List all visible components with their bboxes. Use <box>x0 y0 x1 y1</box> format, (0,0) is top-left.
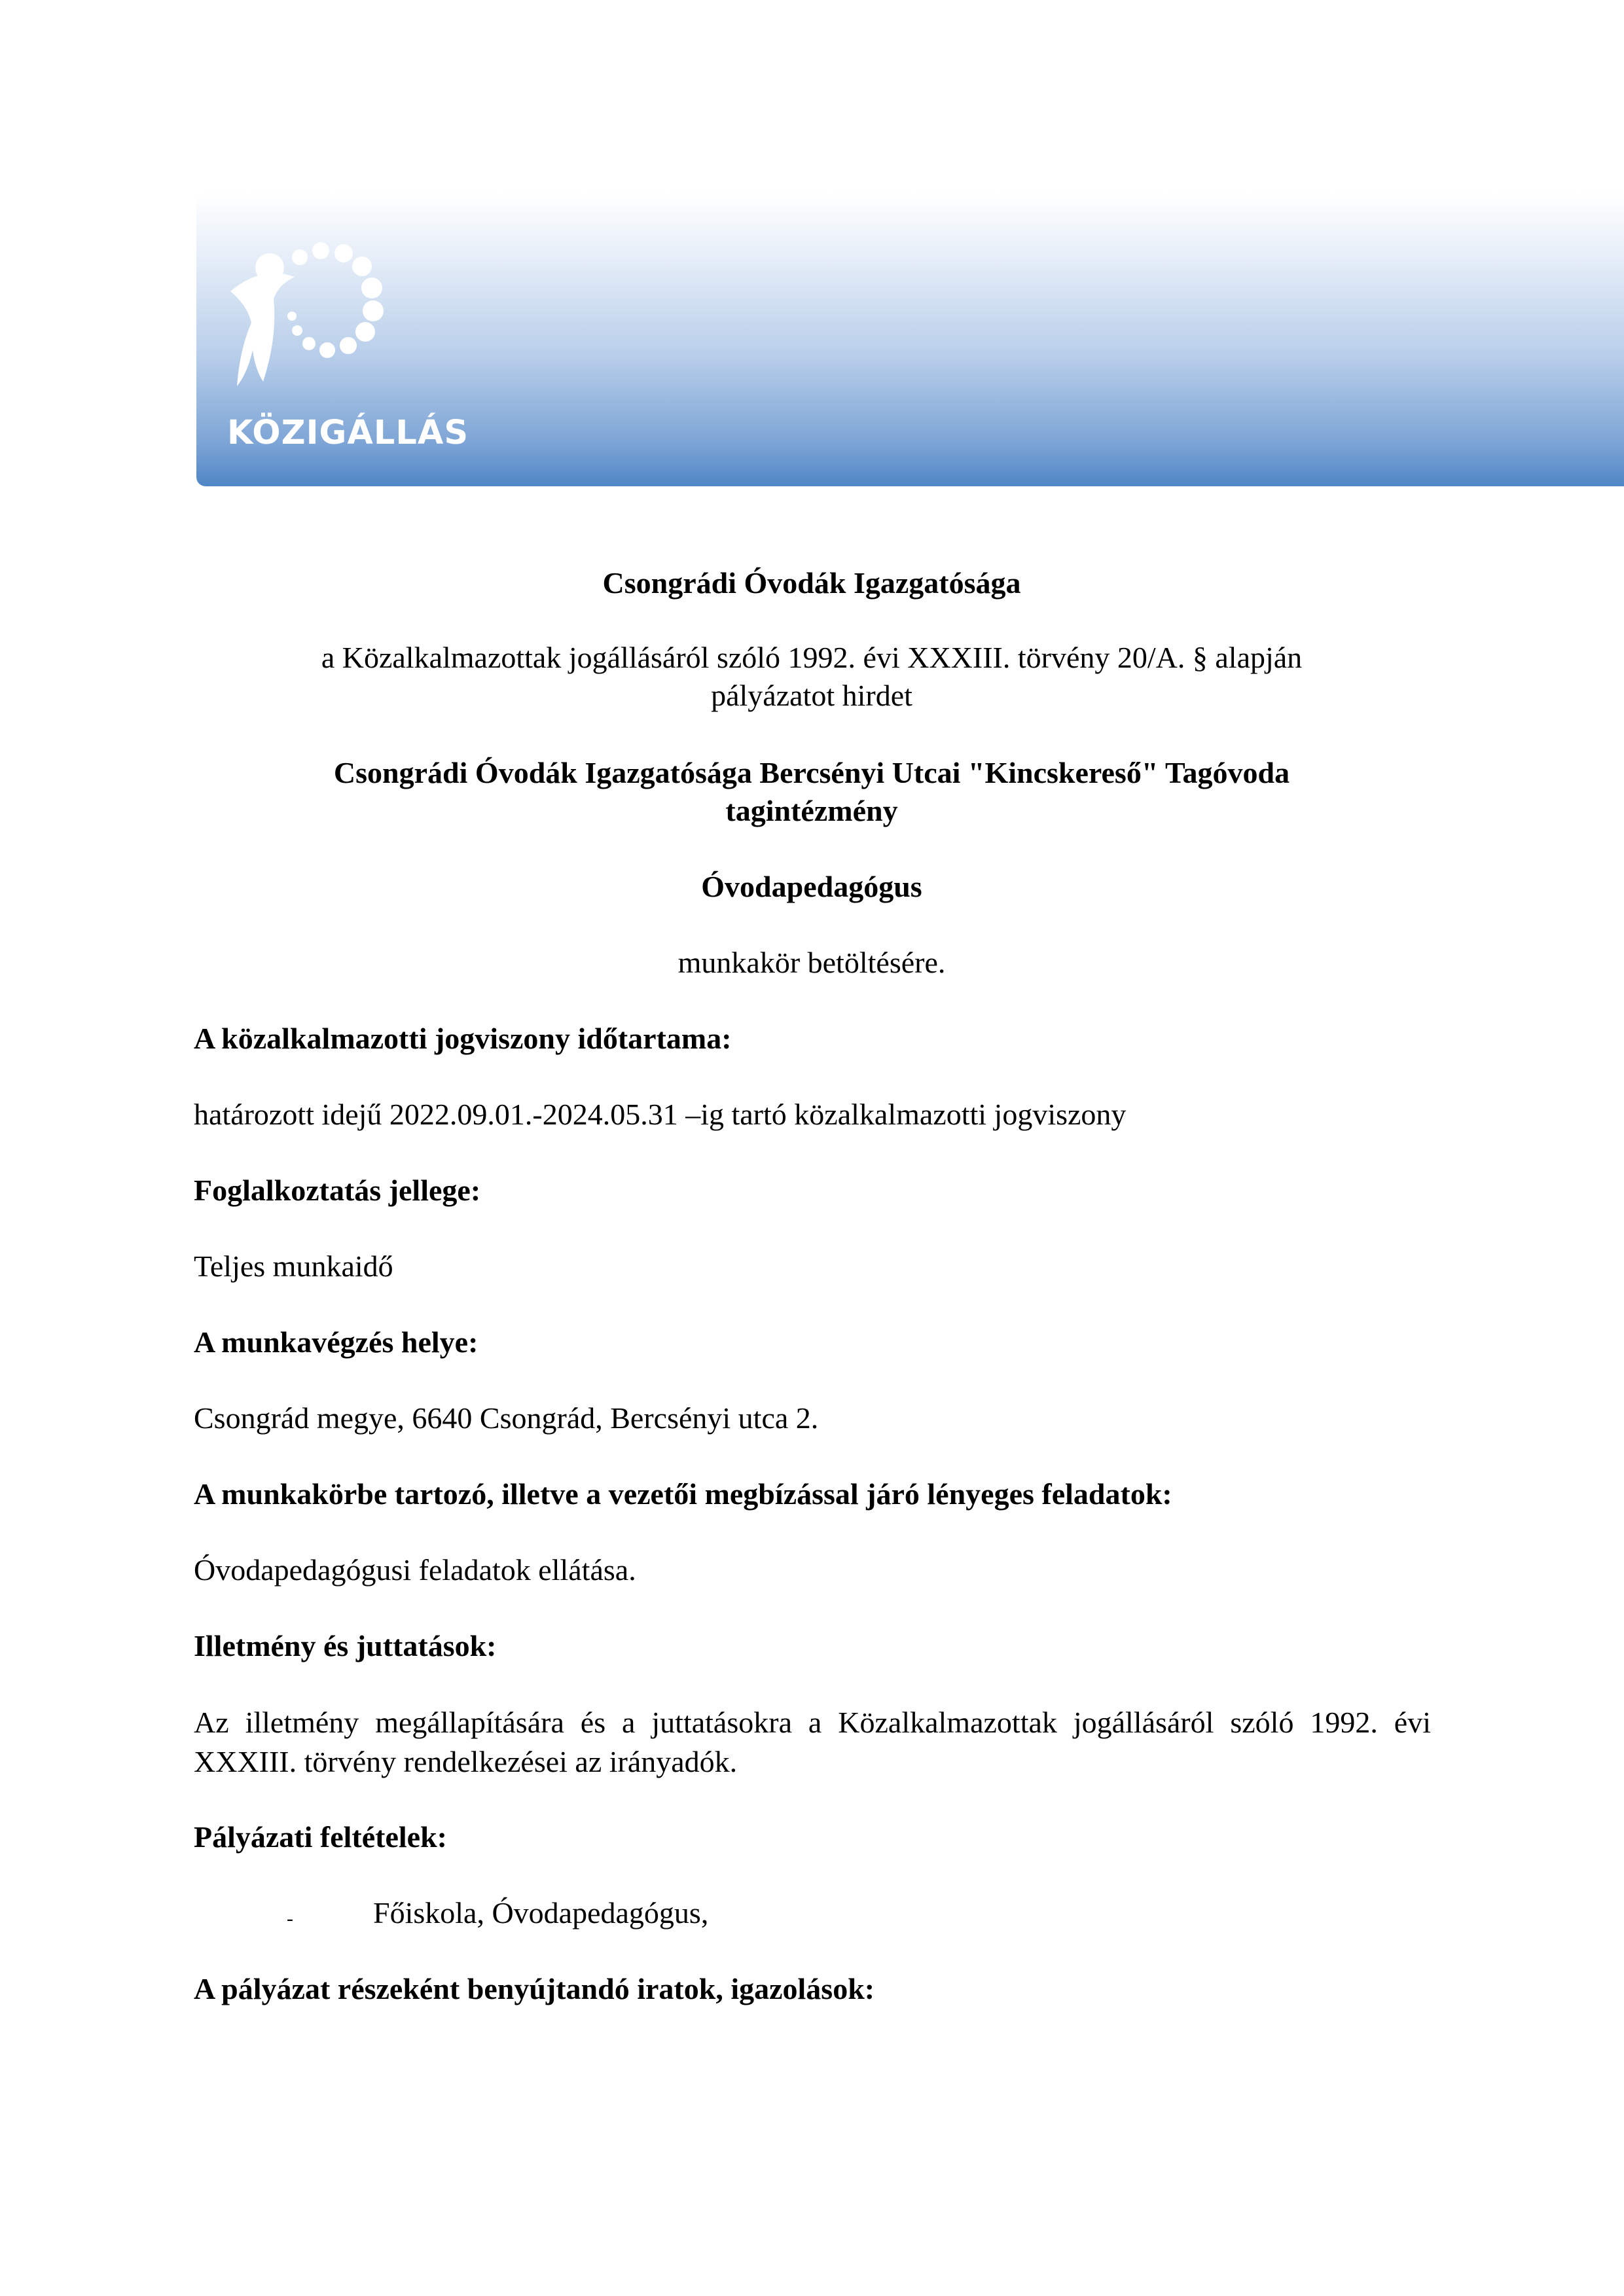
position-suffix: munkakör betöltésére. <box>677 946 946 979</box>
duties-heading: A munkakörbe tartozó, illetve a vezetői megbízással járó lényeges feladatok: <box>194 1477 1172 1511</box>
list-bullet: - <box>287 1908 293 1929</box>
duration-heading: A közalkalmazotti jogviszony időtartama: <box>194 1022 732 1055</box>
employment-type-text: Teljes munkaidő <box>194 1249 393 1283</box>
brand-name: KÖZIGÁLLÁS <box>227 414 469 452</box>
workplace-text: Csongrád megye, 6640 Csongrád, Bercsényi utca 2. <box>194 1401 819 1435</box>
salary-heading: Illetmény és juttatások: <box>194 1629 497 1662</box>
law-reference-line-1: a Közalkalmazottak jogállásáról szóló 1992. évi XXXIII. törvény 20/A. § alapján <box>321 641 1303 674</box>
kozigallas-logo-icon <box>223 239 432 416</box>
requirements-item: Főiskola, Óvodapedagógus, <box>373 1896 709 1929</box>
duration-text: határozott idejű 2022.09.01.-2024.05.31 –ig tartó közalkalmazotti jogviszony <box>194 1098 1127 1131</box>
institution-name-line-1: Csongrádi Óvodák Igazgatósága Bercsényi Utcai "Kincskereső" Tagóvoda <box>333 756 1290 789</box>
duties-text: Óvodapedagógusi feladatok ellátása. <box>194 1553 636 1587</box>
institution-name-line-2: tagintézmény <box>725 794 898 827</box>
organization-title: Csongrádi Óvodák Igazgatósága <box>602 566 1021 600</box>
position-title: Óvodapedagógus <box>701 870 922 903</box>
salary-text: Az illetmény megállapítására és a juttatásokra a Közalkalmazottak jogállásáról szóló 1992. évi XXXIII. törvény rendelkezései az irányadók. <box>194 1706 1431 1778</box>
requirements-heading: Pályázati feltételek: <box>194 1820 447 1854</box>
law-reference-line-2: pályázatot hirdet <box>711 679 912 712</box>
employment-type-heading: Foglalkoztatás jellege: <box>194 1174 481 1207</box>
workplace-heading: A munkavégzés helye: <box>194 1325 478 1359</box>
documents-heading: A pályázat részeként benyújtandó iratok, igazolások: <box>194 1972 875 2005</box>
